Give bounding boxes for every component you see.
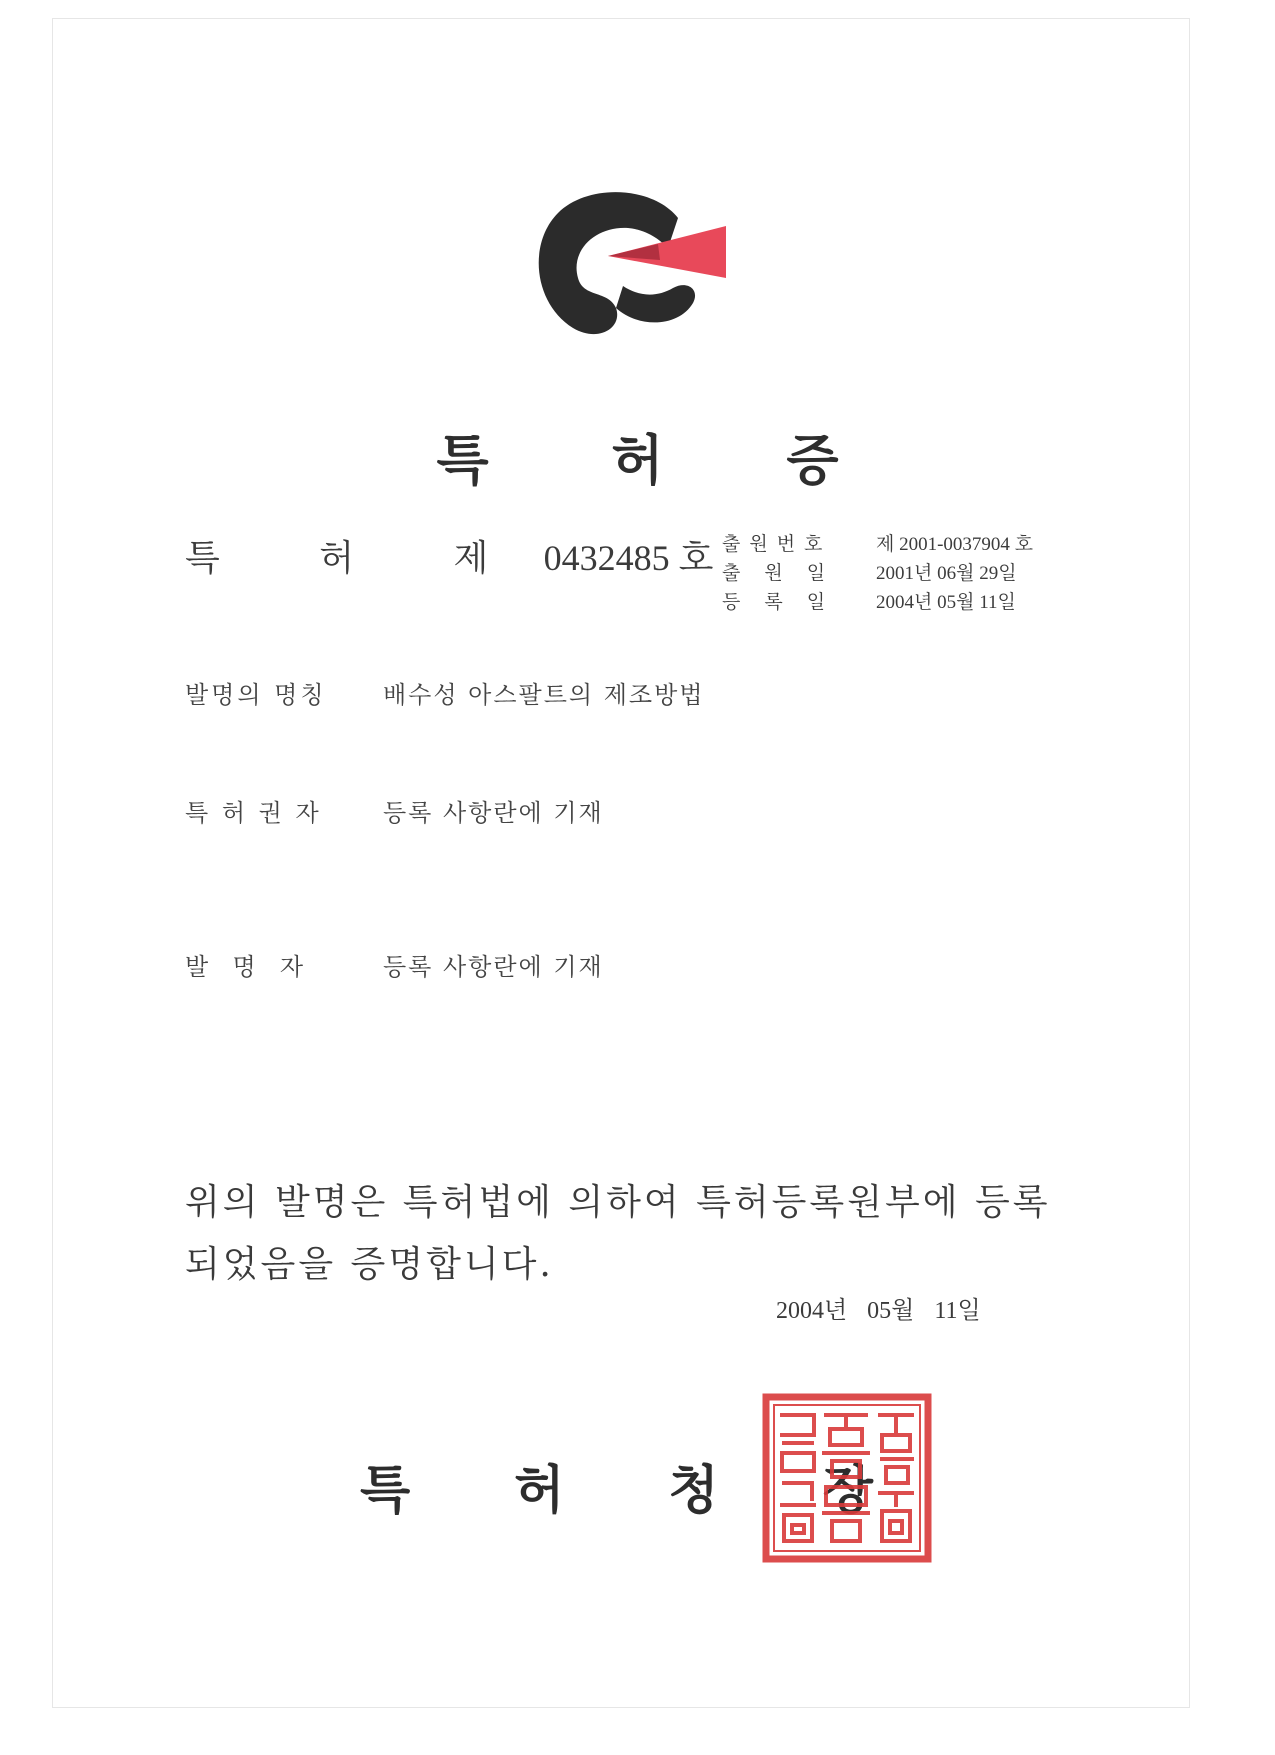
patentee-value: 등록 사항란에 기재: [383, 799, 604, 827]
application-info: [722, 530, 1033, 617]
invention-title-value: 배수성 아스팔트의 제조방법: [383, 681, 705, 709]
inventor-value: 등록 사항란에 기재: [383, 953, 604, 981]
official-seal-stamp: [762, 1393, 932, 1563]
certification-statement: [185, 1172, 1085, 1296]
patent-number-value: 0432485 호: [543, 538, 714, 578]
issuer-name: 특허청장: [360, 1461, 977, 1521]
issue-date: 2004년 05월 11일: [776, 1298, 981, 1324]
application-number-row: [722, 530, 1033, 559]
registration-date-value: 2004년 05월 11일: [876, 592, 1016, 613]
statement-line-2: 되었음을 증명합니다.: [185, 1244, 554, 1285]
patent-number-label: 특 허 제: [185, 538, 533, 579]
statement-line-1: 위의 발명은 특허법에 의하여 특허등록원부에 등록: [185, 1182, 1051, 1223]
invention-title-field: [185, 675, 704, 710]
application-date-value: 2001년 06월 29일: [876, 563, 1017, 584]
application-date-row: [722, 559, 1033, 588]
certificate-title: 특 허 증: [436, 429, 891, 492]
patent-number: [185, 530, 713, 581]
inventor-field: [185, 947, 604, 982]
registration-date-label: 등 록 일: [722, 591, 835, 613]
emblem-black-tail: [616, 285, 695, 322]
application-number-label: 출원번호: [722, 533, 832, 555]
patentee-label: 특 허 권 자: [185, 799, 322, 827]
registration-date-row: [722, 588, 1033, 617]
application-date-label: 출 원 일: [722, 562, 835, 584]
government-emblem-logo: [528, 178, 758, 358]
emblem-red-shadow: [608, 244, 660, 260]
application-number-value: 제 2001-0037904 호: [876, 534, 1034, 555]
inventor-label: 발 명 자: [185, 953, 307, 981]
invention-title-label: 발명의 명칭: [185, 681, 327, 709]
patentee-field: [185, 793, 604, 828]
